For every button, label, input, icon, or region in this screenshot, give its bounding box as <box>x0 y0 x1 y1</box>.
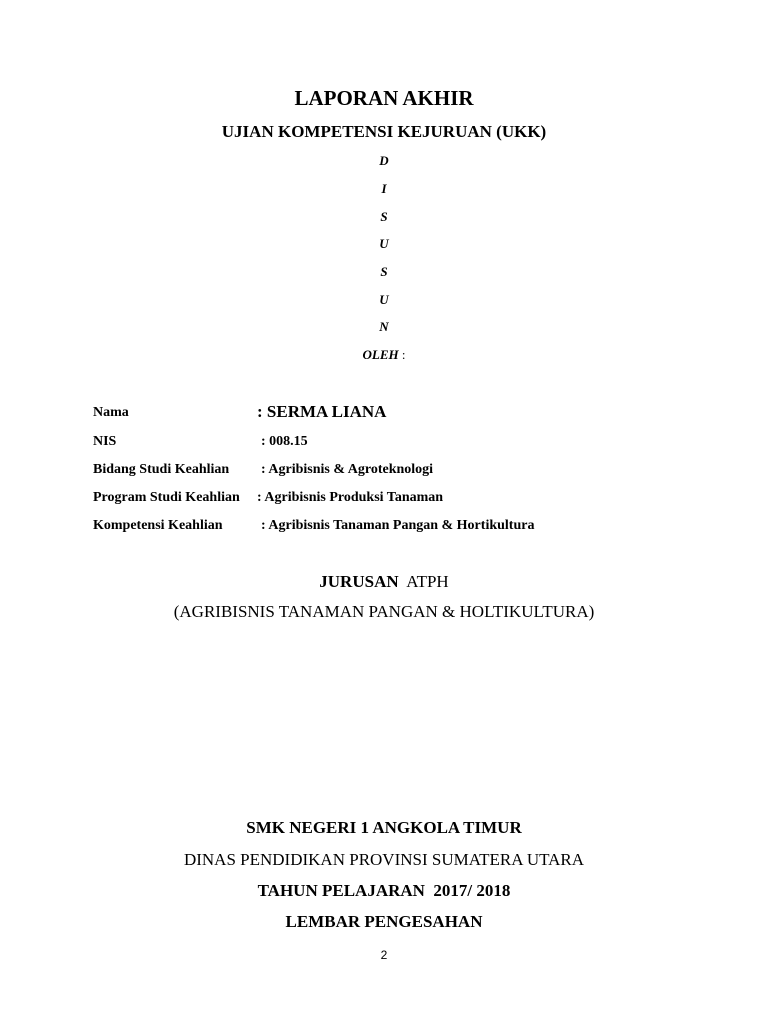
vertical-letter: D <box>379 153 389 168</box>
nis-label: NIS <box>93 434 117 449</box>
bidang-label: Bidang Studi Keahlian <box>93 462 230 477</box>
kompetensi-label: Kompetensi Keahlian <box>93 518 223 533</box>
jurusan-code: ATPH <box>406 572 449 591</box>
vertical-letter: U <box>379 236 389 251</box>
academic-year: TAHUN PELAJARAN 2017/ 2018 <box>257 881 511 900</box>
jurusan-line <box>0 572 768 592</box>
vertical-letter: N <box>379 319 389 334</box>
vertical-letter: S <box>380 209 388 224</box>
school-name: SMK NEGERI 1 ANGKOLA TIMUR <box>246 818 522 837</box>
oleh-label: OLEH <box>362 347 399 362</box>
bidang-value: : Agribisnis & Agroteknologi <box>261 462 434 477</box>
program-label: Program Studi Keahlian <box>93 490 240 505</box>
jurusan-label: JURUSAN <box>319 572 399 591</box>
vertical-letter: U <box>379 292 389 307</box>
page-number: 2 <box>380 948 388 962</box>
oleh-line <box>0 347 768 363</box>
report-subtitle: UJIAN KOMPETENSI KEJURUAN (UKK) <box>221 122 547 141</box>
nama-value: : SERMA LIANA <box>257 402 387 421</box>
nis-value: : 008.15 <box>261 434 308 449</box>
vertical-letter: S <box>380 264 388 279</box>
approval-sheet-heading: LEMBAR PENGESAHAN <box>285 912 483 931</box>
kompetensi-value: : Agribisnis Tanaman Pangan & Hortikultura <box>261 518 535 533</box>
report-title: LAPORAN AKHIR <box>294 86 474 110</box>
vertical-letter: I <box>381 181 387 196</box>
oleh-colon: : <box>401 347 406 362</box>
nama-label: Nama <box>93 405 129 420</box>
program-value: : Agribisnis Produksi Tanaman <box>257 490 444 505</box>
jurusan-full: (AGRIBISNIS TANAMAN PANGAN & HOLTIKULTURA) <box>173 602 595 621</box>
dinas-name: DINAS PENDIDIKAN PROVINSI SUMATERA UTARA <box>183 850 585 869</box>
